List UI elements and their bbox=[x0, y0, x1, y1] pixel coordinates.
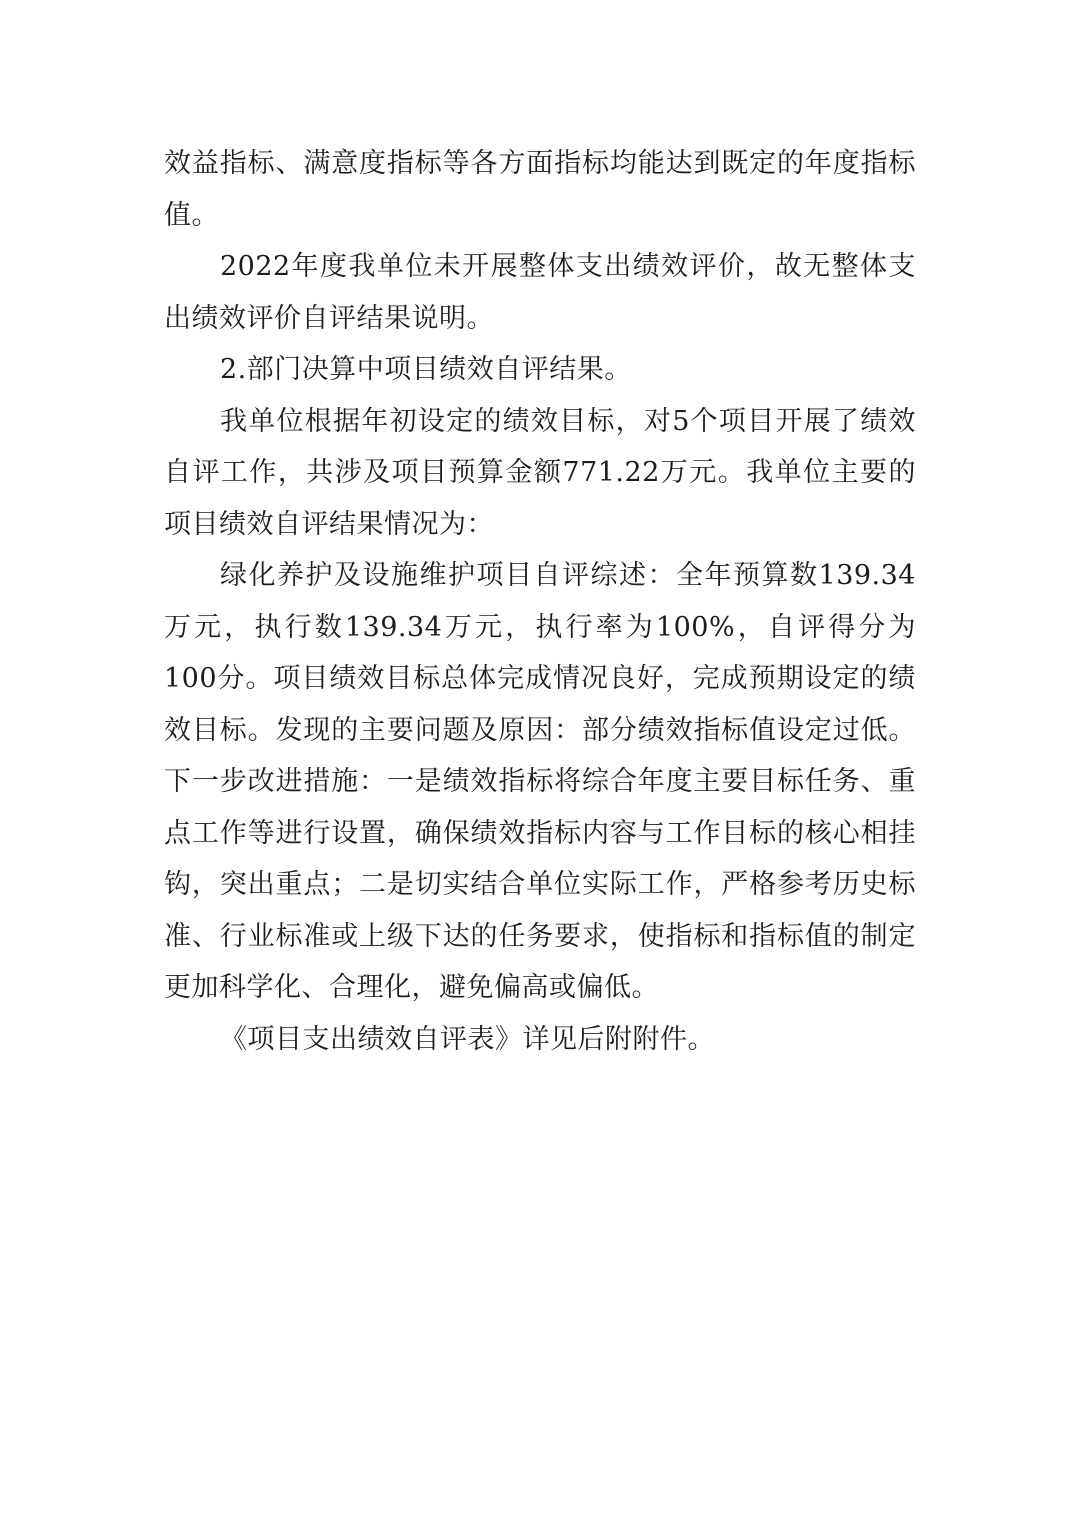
paragraph-greening-project: 绿化养护及设施维护项目自评综述：全年预算数139.34万元，执行数139.34万元，执行率为100%，自评得分为100分。项目绩效目标总体完成情况良好，完成预期设定的绩效目标。发现的主要问题及原因：部分绩效指标值设定过低。下一步改进措施：一是绩效指标将综合年度主要目标任务、重点工作等进行设置，确保绩效指标内容与工作目标的核心相挂钩，突出重点；二是切实结合单位实际工作，严格参考历史标准、行业标准或上级下达的任务要求，使指标和指标值的制定更加科学化、合理化，避免偏高或偏低。 bbox=[164, 560, 916, 1003]
section-heading-project-results: 2.部门决算中项目绩效自评结果。 bbox=[220, 354, 632, 385]
document-body bbox=[164, 138, 916, 1065]
paragraph-continuation: 效益指标、满意度指标等各方面指标均能达到既定的年度指标值。 bbox=[164, 148, 916, 231]
paragraph-attachment-note: 《项目支出绩效自评表》详见后附附件。 bbox=[220, 1023, 715, 1055]
paragraph-overall-evaluation: 2022年度我单位未开展整体支出绩效评价，故无整体支出绩效评价自评结果说明。 bbox=[164, 251, 916, 334]
paragraph-project-summary: 我单位根据年初设定的绩效目标，对5个项目开展了绩效自评工作，共涉及项目预算金额771.22万元。我单位主要的项目绩效自评结果情况为： bbox=[164, 405, 916, 540]
